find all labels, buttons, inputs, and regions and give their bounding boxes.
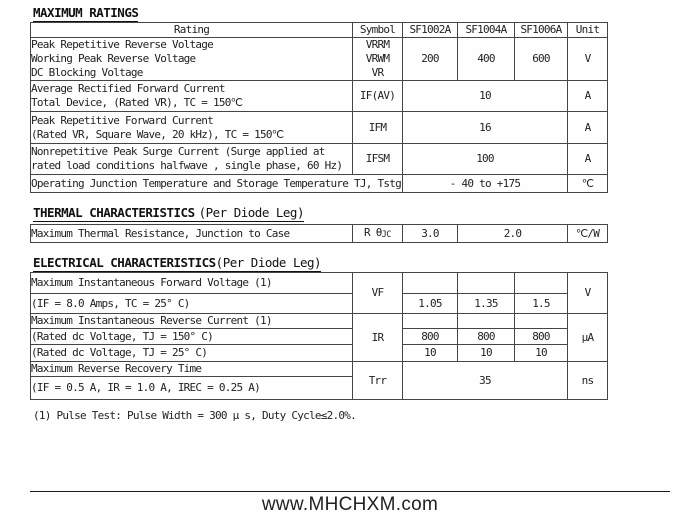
unit-cell: ns [568,362,608,400]
junction-temperature-row [31,175,608,193]
unit-cell: ℃ [568,175,608,193]
symbol-cell: IFM [353,112,403,144]
rating-line: Average Rectified Forward Current [31,82,225,95]
device-value-cell: 800 [515,329,568,345]
electrical-title-text: ELECTRICAL CHARACTERISTICS [33,255,216,270]
recovery-time-label-row [31,362,608,377]
condition-cell: (IF = 0.5 A, IR = 1.0 A, IREC = 0.25 A) [31,377,353,400]
forward-voltage-label-row [31,273,608,294]
peak-forward-current-row [31,112,608,144]
device-value-cell: 200 [403,38,458,81]
rating-line: Peak Repetitive Reverse Voltage [31,38,214,51]
device-value-cell: 10 [458,345,515,362]
forward-voltage-condition-row [31,294,608,314]
unit-cell: ℃/W [568,225,608,243]
device-value-cell: 600 [515,38,568,81]
rating-line: Peak Repetitive Forward Current [31,113,214,127]
device-value-cell: 800 [403,329,458,345]
col-header-unit: Unit [568,23,608,38]
electrical-title [33,255,321,272]
device-value-cell [458,273,515,294]
pulse-test-footnote: (1) Pulse Test: Pulse Width = 300 μ s, Duty Cycle≤2.0%. [33,409,356,422]
device-value-cell: 1.35 [458,294,515,314]
symbol-cell [353,225,403,243]
electrical-title-subtitle: (Per Diode Leg) [215,255,322,270]
device-value-cell: 10 [403,345,458,362]
thermal-table [30,224,608,243]
rating-cell: Maximum Instantaneous Reverse Current (1) [31,314,353,329]
col-header-sf1006a: SF1006A [515,23,568,38]
device-value-cell: 10 [515,345,568,362]
symbol-line: VRRM [365,38,390,51]
thermal-resistance-row [31,225,608,243]
device-value-cell [403,314,458,329]
symbol-line: VRWM [365,52,390,65]
rating-cell: Maximum Thermal Resistance, Junction to Case [31,225,353,243]
rating-cell [31,38,353,81]
symbol-cell: Trr [353,362,403,400]
rating-cell: Maximum Reverse Recovery Time [31,362,353,377]
unit-cell: V [568,273,608,314]
col-header-rating: Rating [31,23,353,38]
reverse-current-label-row [31,314,608,329]
rating-line: (Rated VR, Square Wave, 20 kHz), TC = 150℃ [31,127,284,141]
device-value-cell: - 40 to +175 [403,175,568,193]
surge-current-row [31,144,608,175]
reverse-current-25c-row [31,345,608,362]
symbol-cell: IR [353,314,403,362]
rating-line: DC Blocking Voltage [31,66,143,79]
device-value-cell [515,314,568,329]
thermal-title-subtitle: (Per Diode Leg) [198,205,304,220]
thermal-title-text: THERMAL CHARACTERISTICS [33,205,195,220]
rating-line: Nonrepetitive Peak Surge Current (Surge applied at [31,145,325,158]
device-value-cell [515,273,568,294]
symbol-cell: IF(AV) [353,81,403,112]
device-value-cell: 400 [458,38,515,81]
col-header-symbol: Symbol [353,23,403,38]
rating-cell [31,81,353,112]
footer-website-url: www.MHCHXM.com [261,494,439,515]
rating-line: Working Peak Reverse Voltage [31,52,196,65]
device-value-cell: 35 [403,362,568,400]
col-header-sf1002a: SF1002A [403,23,458,38]
symbol-cell: VF [353,273,403,314]
condition-cell: (Rated dc Voltage, TJ = 150° C) [31,329,353,345]
max-ratings-title: MAXIMUM RATINGS [33,5,139,20]
rating-line: Total Device, (Rated VR), TC = 150℃ [31,96,243,109]
max-ratings-header-row [31,23,608,38]
col-header-sf1004a: SF1004A [458,23,515,38]
rating-cell: Operating Junction Temperature and Storage Temperature TJ, Tstg [31,175,403,193]
thermal-title [33,205,304,222]
symbol-subscript: JC [381,229,392,240]
rating-cell [31,112,353,144]
unit-cell: μA [568,314,608,362]
device-value-cell: 1.5 [515,294,568,314]
device-value-cell [458,314,515,329]
forward-current-row [31,81,608,112]
rating-cell: Maximum Instantaneous Forward Voltage (1) [31,273,353,294]
device-value-cell: 1.05 [403,294,458,314]
unit-cell: A [568,144,608,175]
unit-cell: A [568,81,608,112]
symbol-line: VR [371,66,384,79]
max-ratings-table [30,22,608,193]
reverse-voltage-row [31,38,608,81]
condition-cell: (Rated dc Voltage, TJ = 25° C) [31,345,353,362]
device-value-cell [403,273,458,294]
footer-divider [30,491,670,492]
device-value-cell: 10 [403,81,568,112]
reverse-current-150c-row [31,329,608,345]
device-value-cell: 800 [458,329,515,345]
symbol-cell: IFSM [353,144,403,175]
device-value-cell: 100 [403,144,568,175]
condition-cell: (IF = 8.0 Amps, TC = 25° C) [31,294,353,314]
electrical-table [30,272,608,400]
unit-cell: A [568,112,608,144]
rating-cell [31,144,353,175]
device-value-cell: 16 [403,112,568,144]
device-value-cell: 2.0 [458,225,568,243]
device-value-cell: 3.0 [403,225,458,243]
unit-cell: V [568,38,608,81]
symbol-cell [353,38,403,81]
symbol-text: R θ [363,225,382,239]
rating-line: rated load conditions halfwave , single phase, 60 Hz) [31,159,343,172]
